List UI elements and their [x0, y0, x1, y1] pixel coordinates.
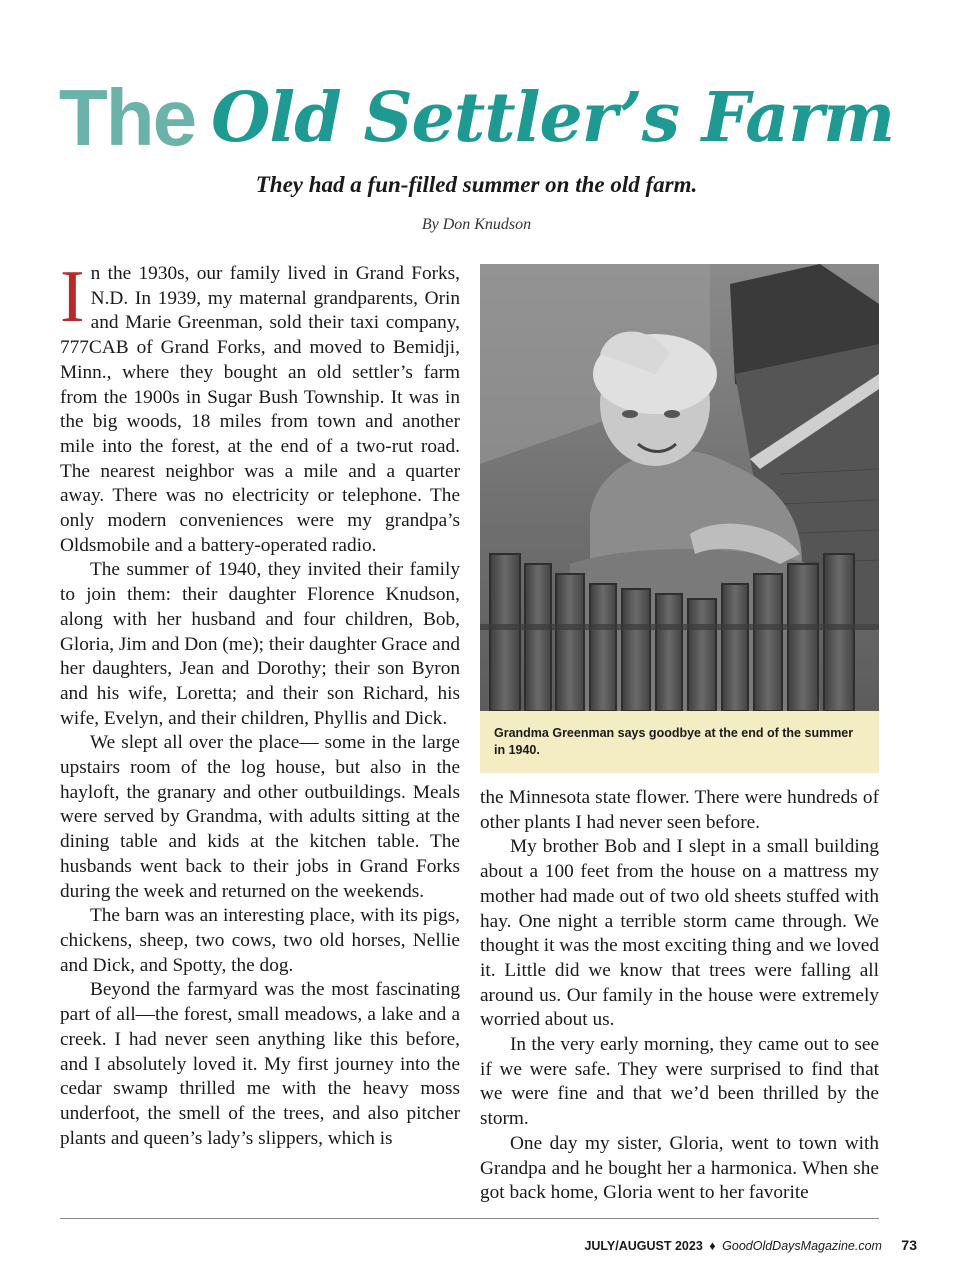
article-title [0, 72, 953, 182]
page-footer [584, 1237, 917, 1253]
paragraph-6: the Minnesota state flower. There were hundreds of other plants I had never seen before. [480, 787, 879, 833]
paragraph-1-text: n the 1930s, our family lived in Grand Forks, N.D. In 1939, my maternal grandparents, Orin and Marie Greenman, sold their taxi company, 777CAB of Grand Forks, and moved to Bemidji, Minn., where they bought an old settler’s farm from the 1900s in Sugar Bush Township. It was in the big woods, 18 miles from town and another mile into the forest, at the end of a two-rut road. The nearest neighbor was a mile and a quarter away. There was no electricity or telephone. The only modern conveniences were my grandpa’s Oldsmobile and a battery-operated radio. [60, 263, 460, 556]
title-script: Old Settler’s Farm [211, 78, 895, 158]
photo-illustration [480, 264, 879, 711]
title-the: The [58, 73, 196, 162]
photo-caption: Grandma Greenman says goodbye at the end of the summer in 1940. [480, 711, 879, 773]
paragraph-2: The summer of 1940, they invited their family to join them: their daughter Florence Knudson, along with her husband and four children, Bob, Gloria, Jim and Don (me); their daughter Grace and her daughters, Jean and Dorothy; their son Byron and his wife, Loretta; and their son Richard, his wife, Evelyn, and their children, Phyllis and Dick. [60, 559, 460, 729]
page-number: 73 [901, 1237, 917, 1253]
paragraph-9: One day my sister, Gloria, went to town with Grandpa and he bought her a harmonica. When she got back home, Gloria went to her favorite [480, 1132, 879, 1204]
paragraph-5: Beyond the farmyard was the most fascinating part of all—the forest, small meadows, a lake and a creek. I had never seen anything like this before, and I absolutely loved it. My first journey into the cedar swamp thrilled me with the heavy moss underfoot, the smell of the trees, and also pitcher plants and queen’s lady’s slippers, which is [60, 979, 460, 1149]
paragraph-7: My brother Bob and I slept in a small building about a 100 feet from the house on a mattress my mother had made out of two old sheets stuffed with hay. One night a terrible storm came through. We thought it was the most exciting thing and we loved it. Little did we know that trees were falling all around us. Our family in the house were extremely worried about us. [480, 836, 879, 1031]
grandma-photo [480, 264, 879, 711]
paragraph-1 [60, 256, 460, 558]
paragraph-4: The barn was an interesting place, with its pigs, chickens, sheep, two cows, two old horses, Nellie and Dick, and Spotty, the dog. [60, 905, 460, 976]
website-link[interactable]: GoodOldDaysMagazine.com [722, 1239, 882, 1253]
article-subtitle: They had a fun-filled summer on the old farm. [255, 172, 698, 197]
left-column [60, 256, 460, 1151]
paragraph-8: In the very early morning, they came out to see if we were safe. They were surprised to find that we were fine and that we’d been thrilled by the storm. [480, 1034, 879, 1130]
byline: By Don Knudson [421, 216, 532, 233]
diamond-icon: ♦ [709, 1239, 716, 1253]
issue-date: JULY/AUGUST 2023 [584, 1239, 703, 1253]
right-column [480, 786, 879, 1206]
drop-cap: I [60, 256, 85, 338]
footer-rule [60, 1218, 879, 1219]
paragraph-3: We slept all over the place— some in the large upstairs room of the log house, but also in the hayloft, the granary and other outbuildings. Meals were served by Grandma, with adults sitting at the dining table and kids at the kitchen table. The husbands went back to their jobs in Grand Forks during the week and returned on the weekends. [60, 732, 460, 902]
